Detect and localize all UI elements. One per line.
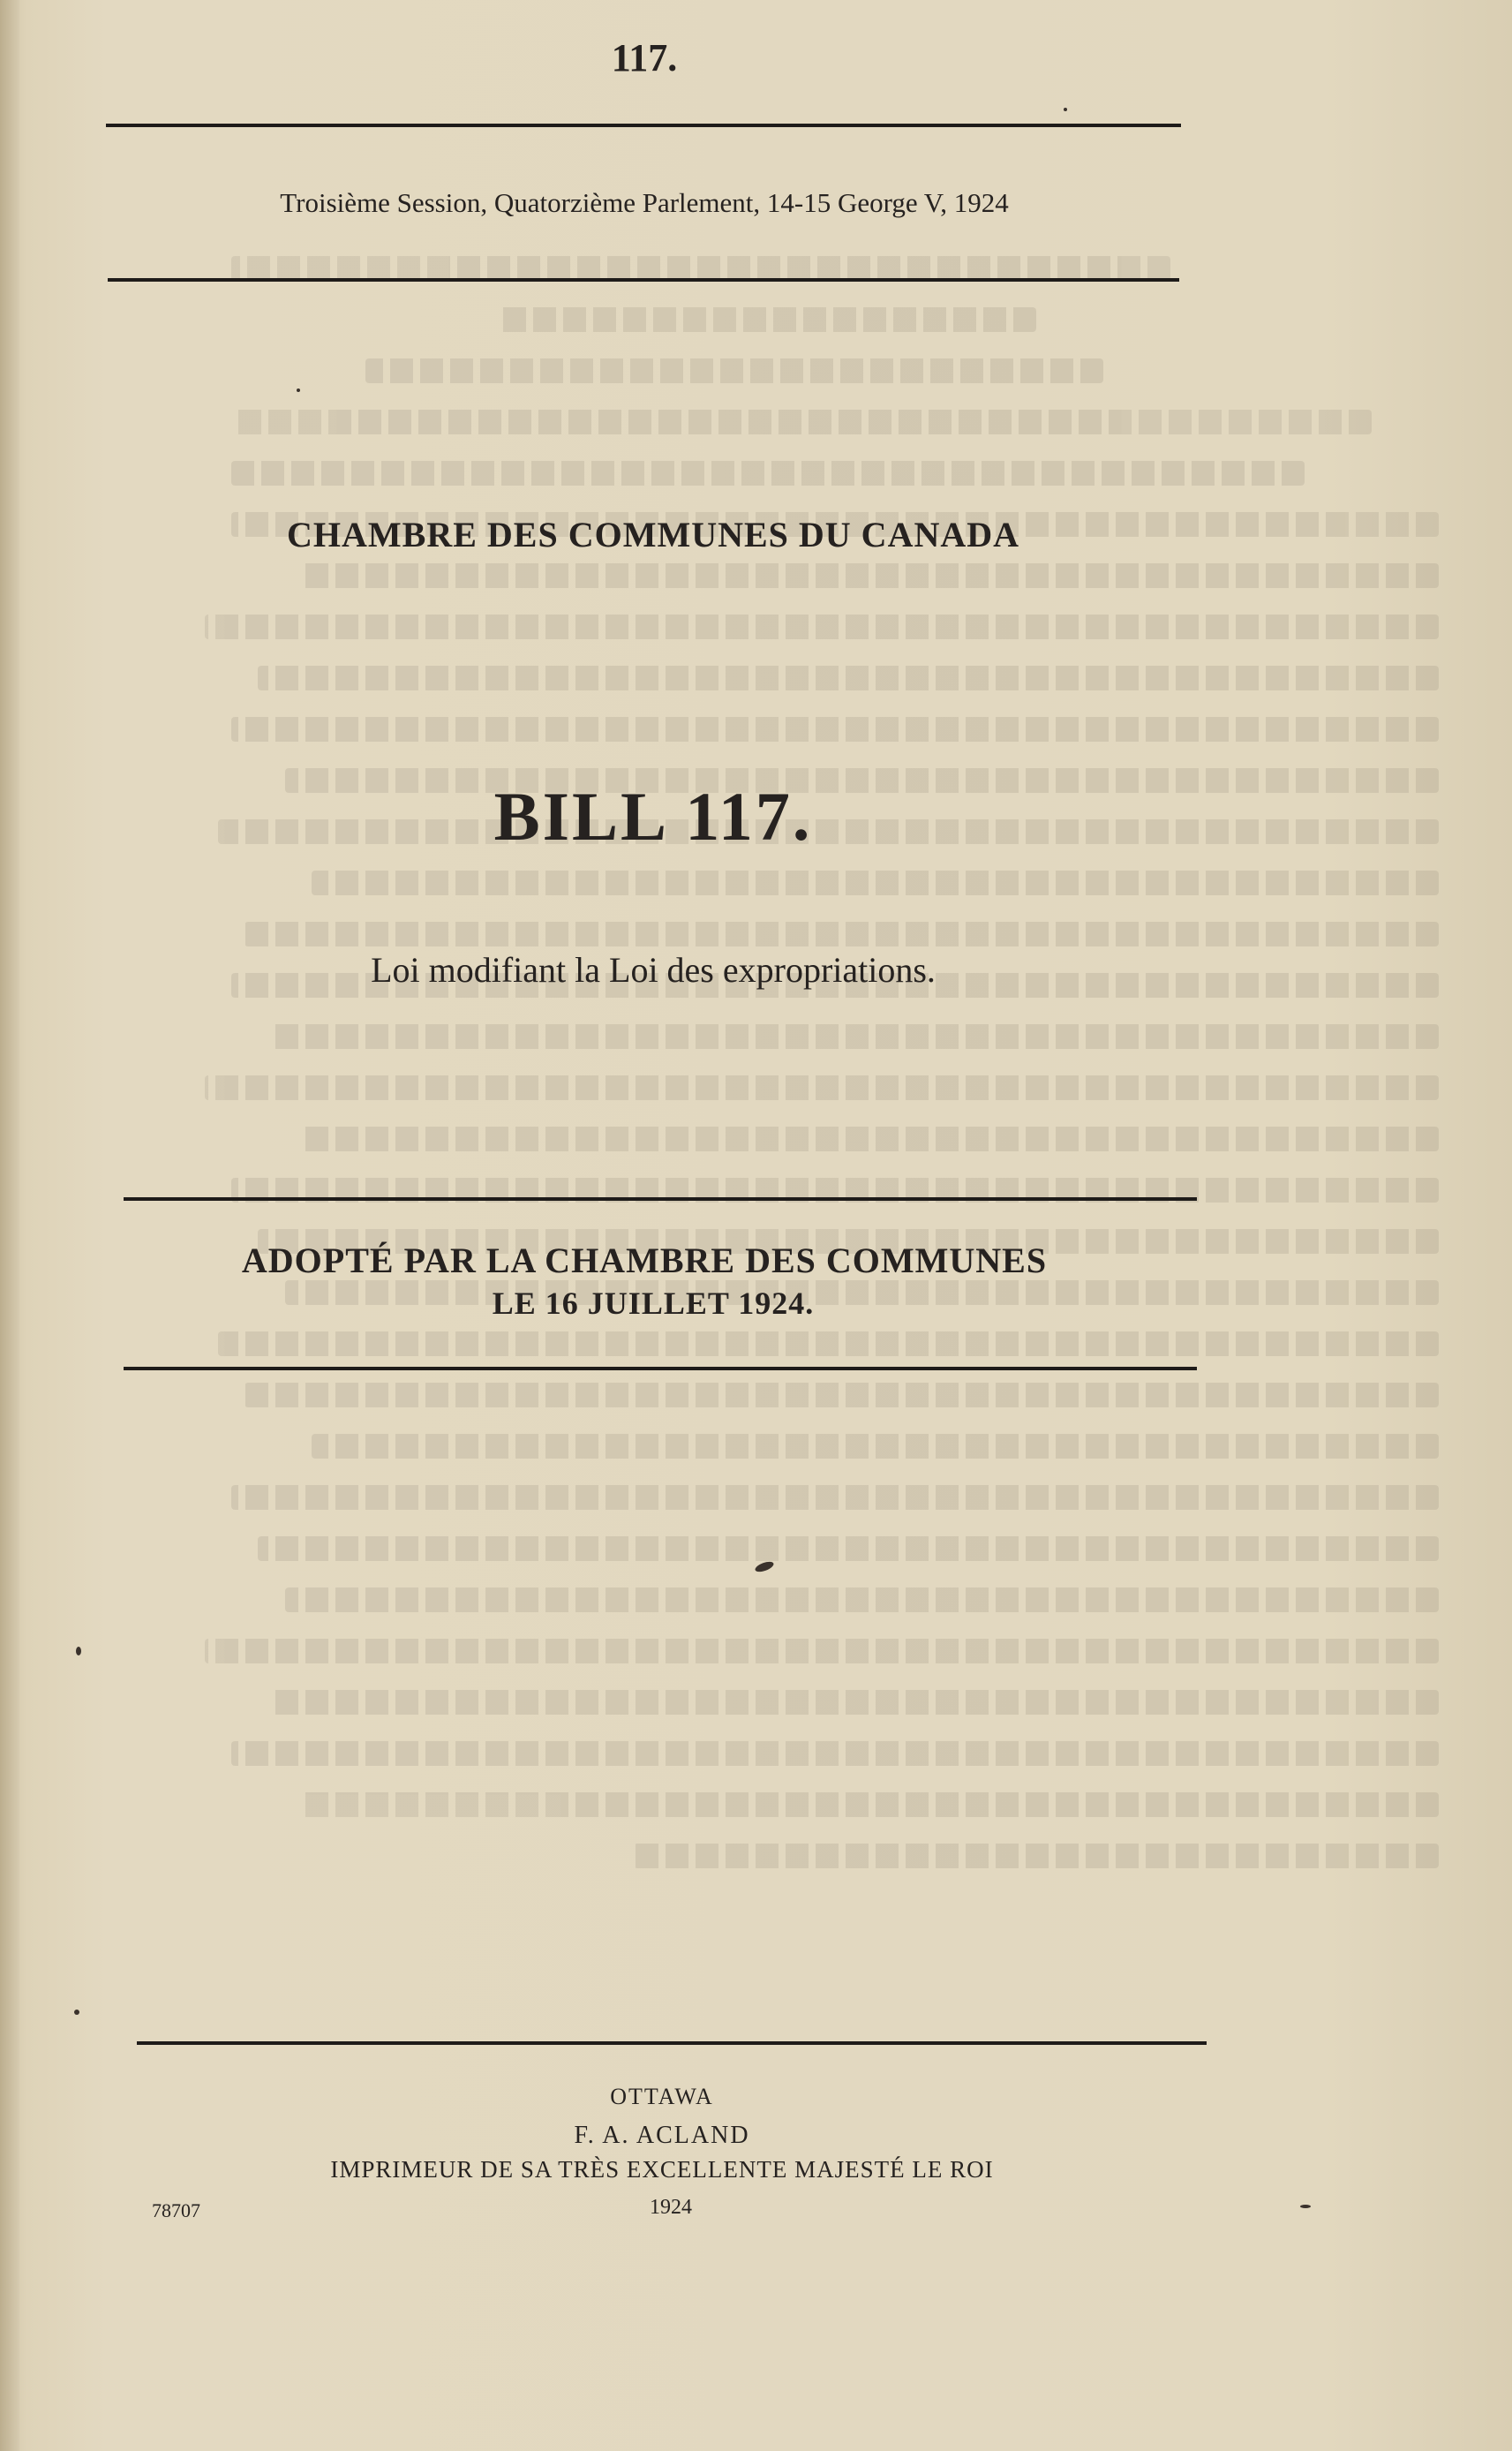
imprint-printer: F. A. ACLAND [574, 2122, 750, 2149]
ink-speck [1064, 108, 1067, 111]
imprint-rule [137, 2041, 1207, 2045]
passage-statement: ADOPTÉ PAR LA CHAMBRE DES COMMUNES [241, 1241, 1048, 1280]
bill-heading: BILL 117. [493, 778, 813, 855]
bill-number-header: 117. [611, 36, 678, 79]
page-spine-shadow [0, 0, 19, 2451]
bill-subtitle: Loi modifiant la Loi des expropriations. [371, 950, 936, 990]
imprint-printer-title: IMPRIMEUR DE SA TRÈS EXCELLENTE MAJESTÉ LE ROI [330, 2156, 994, 2183]
session-rule [108, 278, 1179, 282]
imprint-city: OTTAWA [610, 2084, 714, 2109]
house-title: CHAMBRE DES COMMUNES DU CANADA [287, 515, 1019, 554]
ink-speck [1300, 2205, 1311, 2208]
passage-bottom-rule [124, 1367, 1197, 1370]
ink-speck [754, 1560, 775, 1574]
imprint-year: 1924 [650, 2196, 692, 2219]
session-line: Troisième Session, Quatorzième Parlement, 14-15 George V, 1924 [280, 187, 1009, 218]
document-number: 78707 [152, 2199, 200, 2221]
passage-top-rule [124, 1197, 1197, 1201]
ink-speck [297, 388, 300, 392]
passage-date: LE 16 JUILLET 1924. [492, 1286, 815, 1321]
top-rule [106, 124, 1181, 127]
ink-speck [74, 2010, 79, 2015]
ink-speck [76, 1647, 81, 1655]
